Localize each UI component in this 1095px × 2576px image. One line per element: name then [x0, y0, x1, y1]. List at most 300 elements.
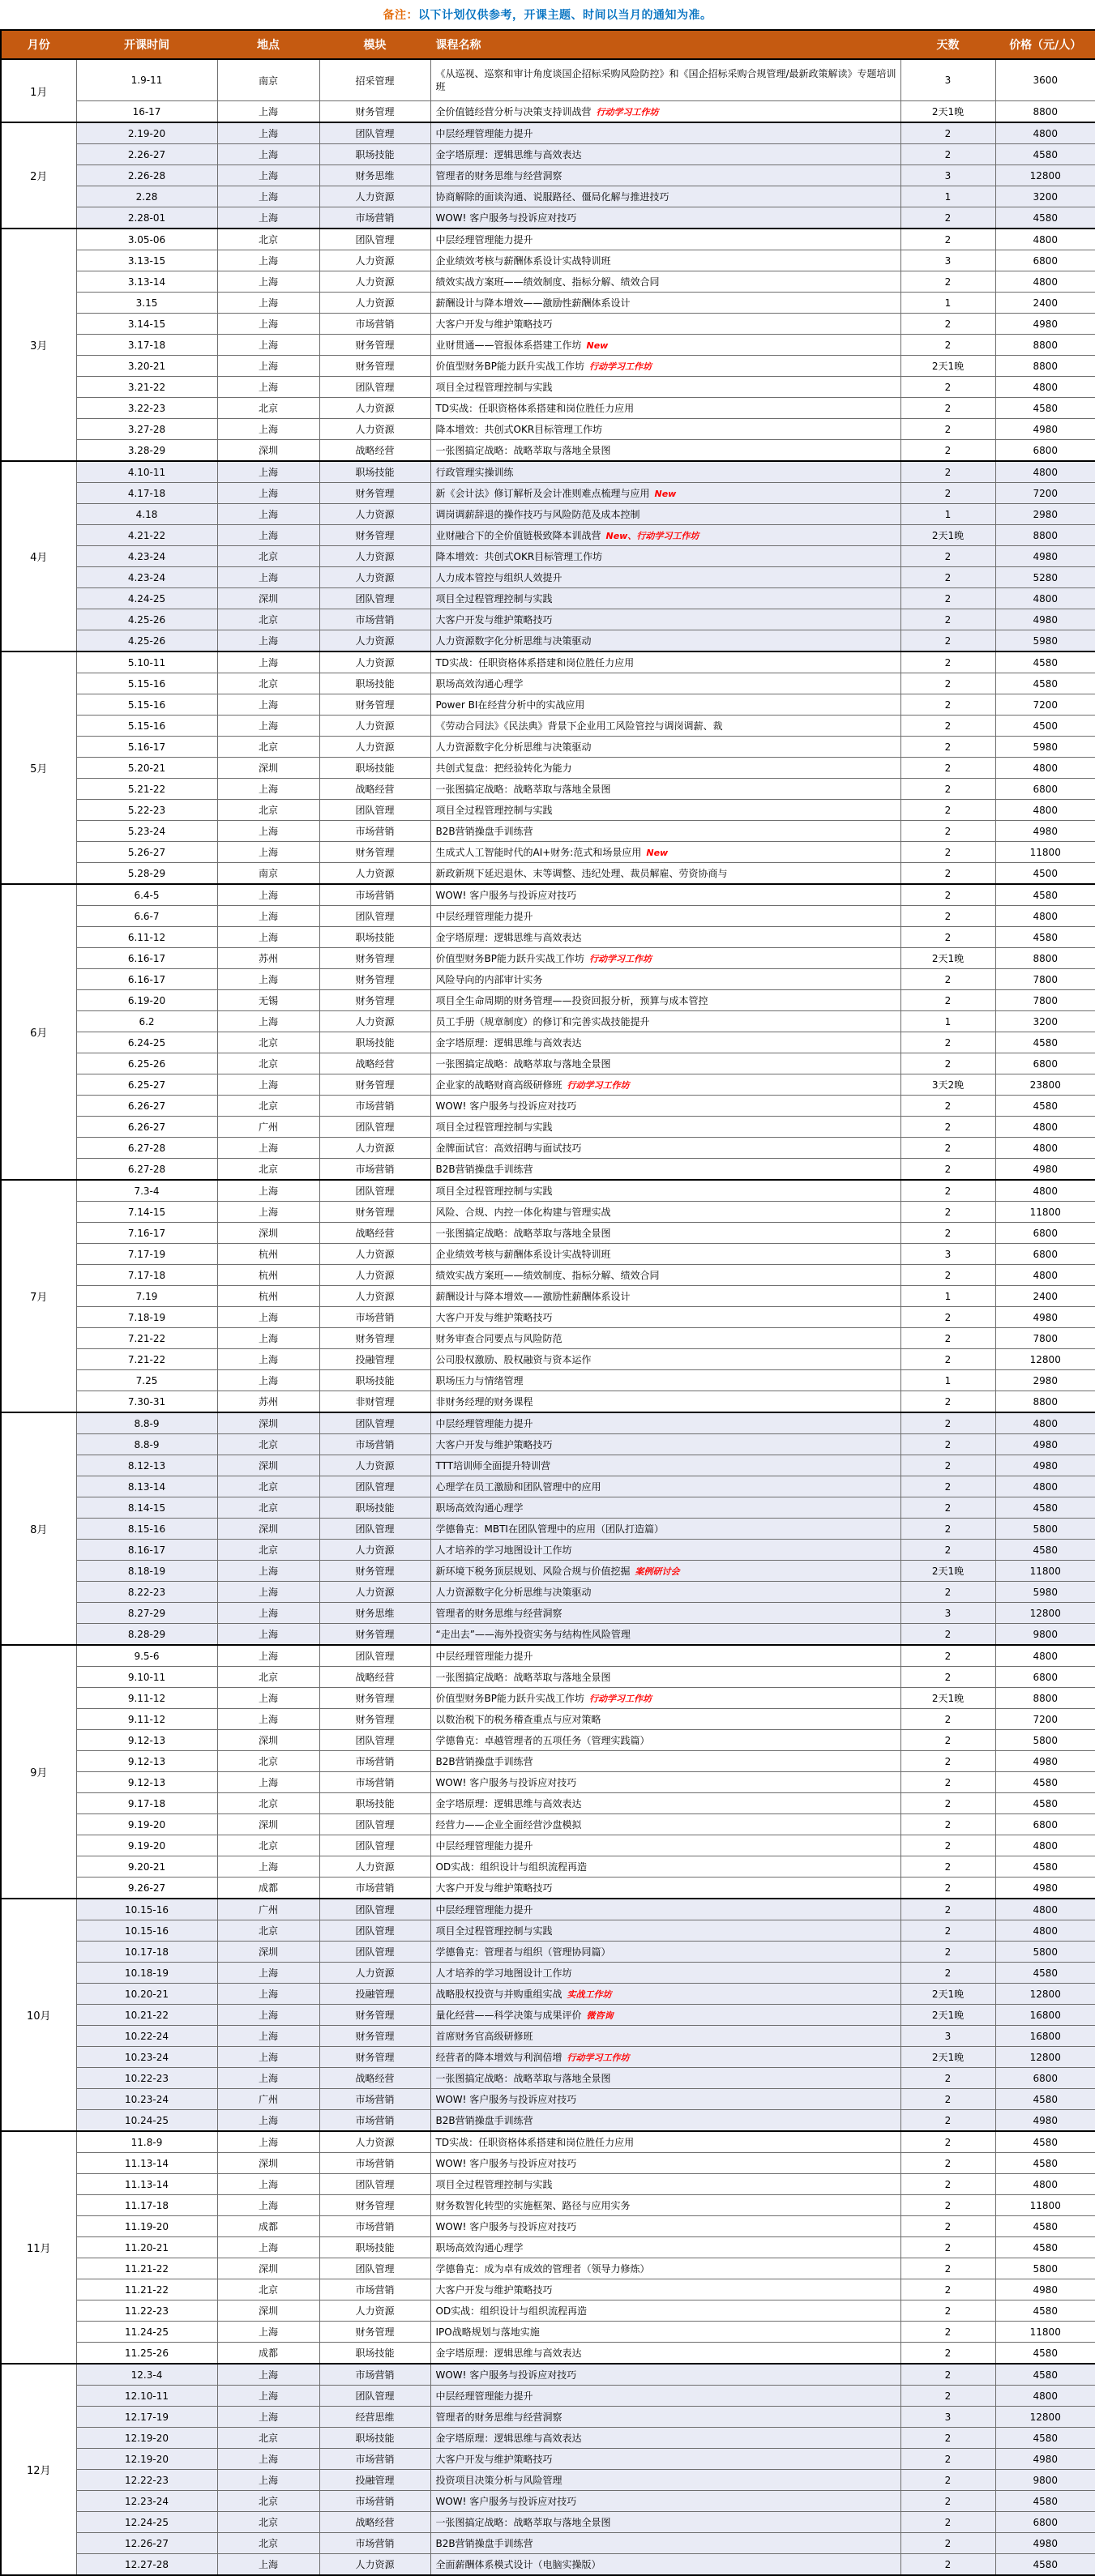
schedule-row: [1, 1412, 1095, 1434]
schedule-row: [1, 1286, 1095, 1307]
price-cell: 4500: [995, 716, 1095, 737]
course-cell: [430, 2386, 900, 2407]
month-cell: 11月: [1, 2131, 76, 2364]
course-cell: [430, 1244, 900, 1265]
course-title: 共创式复盘：把经验转化为能力: [435, 763, 572, 774]
date-cell: 11.19-20: [76, 2216, 217, 2237]
city-cell: 上海: [217, 2407, 319, 2428]
days-cell: 2: [900, 314, 995, 335]
days-cell: 2: [900, 1159, 995, 1181]
course-cell: [430, 2131, 900, 2153]
schedule-row: [1, 1391, 1095, 1413]
date-cell: 4.23-24: [76, 546, 217, 567]
course-cell: [430, 1328, 900, 1349]
city-cell: 上海: [217, 884, 319, 906]
module-cell: 团队管理: [319, 1117, 430, 1138]
days-cell: 1: [900, 504, 995, 525]
date-cell: 11.17-18: [76, 2195, 217, 2216]
course-title: 企业家的战略财商高级研修班: [435, 1079, 562, 1091]
city-cell: 上海: [217, 207, 319, 229]
days-cell: 2: [900, 2216, 995, 2237]
days-cell: 2: [900, 1328, 995, 1349]
city-cell: 上海: [217, 1561, 319, 1582]
course-cell: [430, 1497, 900, 1519]
days-cell: 3: [900, 1603, 995, 1624]
price-cell: 4580: [995, 1096, 1095, 1117]
course-annotation: 案例研讨会: [635, 1566, 680, 1577]
module-cell: 职场技能: [319, 1793, 430, 1814]
date-cell: 4.23-24: [76, 567, 217, 588]
city-cell: 北京: [217, 1920, 319, 1942]
days-cell: 2: [900, 1202, 995, 1223]
days-cell: 3: [900, 59, 995, 101]
course-title: 财务审查合同要点与风险防范: [435, 1333, 562, 1344]
city-cell: 上海: [217, 2554, 319, 2576]
module-cell: 财务管理: [319, 335, 430, 356]
price-cell: 8800: [995, 1688, 1095, 1709]
date-cell: 12.24-25: [76, 2512, 217, 2533]
course-title: TD实战：任职资格体系搭建和岗位胜任力应用: [435, 657, 635, 669]
days-cell: 2: [900, 2195, 995, 2216]
course-title: 企业绩效考核与薪酬体系设计实战特训班: [435, 1249, 611, 1260]
date-cell: 7.17-19: [76, 1244, 217, 1265]
days-cell: 2: [900, 758, 995, 779]
course-cell: [430, 356, 900, 377]
days-cell: 2: [900, 2068, 995, 2089]
course-cell: [430, 1391, 900, 1413]
price-cell: 4980: [995, 1878, 1095, 1899]
course-title: 项目全过程管理控制与实践: [435, 805, 553, 816]
module-cell: 团队管理: [319, 1519, 430, 1540]
module-cell: 市场营销: [319, 1096, 430, 1117]
date-cell: 7.3-4: [76, 1180, 217, 1202]
days-cell: 2: [900, 800, 995, 821]
course-title: WOW! 客户服务与投诉应对技巧: [435, 2158, 577, 2169]
days-cell: 2: [900, 1053, 995, 1074]
course-title: 职场压力与情绪管理: [435, 1375, 524, 1386]
course-title: B2B营销操盘手训练营: [435, 2115, 533, 2126]
schedule-row: [1, 2237, 1095, 2258]
date-cell: 3.17-18: [76, 335, 217, 356]
schedule-row: [1, 1603, 1095, 1624]
course-title: 业财贯通——管报体系搭建工作坊: [435, 340, 582, 351]
course-cell: [430, 863, 900, 885]
course-cell: [430, 1645, 900, 1667]
schedule-row: [1, 250, 1095, 271]
price-cell: 4580: [995, 1772, 1095, 1793]
course-annotation: New: [654, 489, 677, 499]
days-cell: 2: [900, 884, 995, 906]
date-cell: 9.26-27: [76, 1878, 217, 1899]
course-cell: [430, 1476, 900, 1497]
days-cell: 1: [900, 1286, 995, 1307]
city-cell: 上海: [217, 651, 319, 673]
price-cell: 4800: [995, 461, 1095, 483]
schedule-row: [1, 186, 1095, 207]
course-title: 金字塔原理：逻辑思维与高效表达: [435, 2433, 582, 2444]
price-cell: 4980: [995, 1307, 1095, 1328]
days-cell: 2: [900, 1709, 995, 1730]
days-cell: 2: [900, 969, 995, 990]
module-cell: 财务管理: [319, 2026, 430, 2047]
date-cell: 10.23-24: [76, 2089, 217, 2110]
course-cell: [430, 1709, 900, 1730]
date-cell: 7.21-22: [76, 1349, 217, 1370]
course-cell: [430, 1624, 900, 1646]
course-cell: [430, 1180, 900, 1202]
date-cell: 4.21-22: [76, 525, 217, 546]
schedule-row: [1, 1497, 1095, 1519]
schedule-row: [1, 2174, 1095, 2195]
course-title: WOW! 客户服务与投诉应对技巧: [435, 890, 577, 901]
days-cell: 2: [900, 2300, 995, 2322]
module-cell: 战略经营: [319, 440, 430, 462]
days-cell: 3: [900, 250, 995, 271]
course-cell: [430, 2300, 900, 2322]
course-title: 项目全生命周期的财务管理——投资回报分析，预算与成本管控: [435, 995, 708, 1006]
module-cell: 市场营销: [319, 1751, 430, 1772]
course-cell: [430, 186, 900, 207]
date-cell: 12.17-19: [76, 2407, 217, 2428]
module-cell: 市场营销: [319, 1434, 430, 1455]
course-cell: [430, 906, 900, 927]
module-cell: 团队管理: [319, 1920, 430, 1942]
days-cell: 2: [900, 990, 995, 1011]
module-cell: 财务管理: [319, 948, 430, 969]
header-days: 天数: [900, 30, 995, 59]
course-cell: [430, 1856, 900, 1878]
price-cell: 4980: [995, 2449, 1095, 2470]
date-cell: 5.15-16: [76, 694, 217, 716]
price-cell: 4800: [995, 1920, 1095, 1942]
course-cell: [430, 1878, 900, 1899]
schedule-row: [1, 1582, 1095, 1603]
price-cell: 6800: [995, 1244, 1095, 1265]
date-cell: 2.28: [76, 186, 217, 207]
price-cell: 4980: [995, 314, 1095, 335]
price-cell: 8800: [995, 101, 1095, 123]
city-cell: 上海: [217, 1307, 319, 1328]
course-title: OD实战：组织设计与组织流程再造: [435, 1861, 588, 1873]
days-cell: 2: [900, 1412, 995, 1434]
price-cell: 8800: [995, 1391, 1095, 1413]
course-cell: [430, 2089, 900, 2110]
course-cell: [430, 1561, 900, 1582]
city-cell: 成都: [217, 2343, 319, 2365]
schedule-row: [1, 969, 1095, 990]
schedule-row: [1, 1942, 1095, 1963]
days-cell: 2: [900, 419, 995, 440]
price-cell: 4580: [995, 651, 1095, 673]
course-cell: [430, 2512, 900, 2533]
course-cell: [430, 1667, 900, 1688]
course-cell: [430, 1138, 900, 1159]
price-cell: 4580: [995, 207, 1095, 229]
days-cell: 2: [900, 335, 995, 356]
module-cell: 财务管理: [319, 842, 430, 863]
city-cell: 上海: [217, 779, 319, 800]
city-cell: 北京: [217, 737, 319, 758]
date-cell: 12.23-24: [76, 2491, 217, 2512]
course-cell: [430, 2110, 900, 2132]
course-cell: [430, 567, 900, 588]
course-cell: [430, 2428, 900, 2449]
price-cell: 4800: [995, 229, 1095, 250]
schedule-row: [1, 1835, 1095, 1856]
days-cell: 2: [900, 821, 995, 842]
price-cell: 4580: [995, 2364, 1095, 2386]
city-cell: 上海: [217, 842, 319, 863]
schedule-row: [1, 842, 1095, 863]
days-cell: 2天1晚: [900, 101, 995, 123]
days-cell: 2: [900, 1096, 995, 1117]
days-cell: 2: [900, 1223, 995, 1244]
days-cell: 3天2晚: [900, 1074, 995, 1096]
price-cell: 4580: [995, 1032, 1095, 1053]
schedule-row: [1, 1307, 1095, 1328]
city-cell: 北京: [217, 1835, 319, 1856]
city-cell: 北京: [217, 1053, 319, 1074]
course-title: TD实战：任职资格体系搭建和岗位胜任力应用: [435, 2137, 635, 2148]
price-cell: 16800: [995, 2005, 1095, 2026]
course-title: 项目全过程管理控制与实践: [435, 2179, 553, 2190]
date-cell: 7.18-19: [76, 1307, 217, 1328]
course-cell: [430, 1349, 900, 1370]
days-cell: 3: [900, 2407, 995, 2428]
course-cell: [430, 884, 900, 906]
course-title: 中层经理管理能力提升: [435, 2390, 533, 2402]
city-cell: 上海: [217, 1984, 319, 2005]
course-cell: [430, 842, 900, 863]
course-annotation: 实战工作坊: [567, 1989, 612, 2000]
city-cell: 上海: [217, 504, 319, 525]
course-title: WOW! 客户服务与投诉应对技巧: [435, 2496, 577, 2507]
course-cell: [430, 1202, 900, 1223]
date-cell: 9.11-12: [76, 1709, 217, 1730]
schedule-row: [1, 1751, 1095, 1772]
module-cell: 市场营销: [319, 821, 430, 842]
module-cell: 市场营销: [319, 2216, 430, 2237]
schedule-row: [1, 377, 1095, 398]
module-cell: 战略经营: [319, 779, 430, 800]
course-cell: [430, 335, 900, 356]
city-cell: 北京: [217, 1032, 319, 1053]
course-cell: [430, 1688, 900, 1709]
schedule-row: [1, 1328, 1095, 1349]
course-cell: [430, 2174, 900, 2195]
days-cell: 2: [900, 2322, 995, 2343]
module-cell: 职场技能: [319, 2237, 430, 2258]
date-cell: 10.23-24: [76, 2047, 217, 2068]
price-cell: 4800: [995, 2174, 1095, 2195]
city-cell: 上海: [217, 419, 319, 440]
price-cell: 4980: [995, 821, 1095, 842]
schedule-row: [1, 927, 1095, 948]
schedule-row: [1, 609, 1095, 630]
header-price: 价格（元/人）: [995, 30, 1095, 59]
price-cell: 4580: [995, 927, 1095, 948]
price-cell: 2400: [995, 293, 1095, 314]
price-cell: 4800: [995, 906, 1095, 927]
days-cell: 2天1晚: [900, 1984, 995, 2005]
date-cell: 6.16-17: [76, 948, 217, 969]
module-cell: 财务管理: [319, 2047, 430, 2068]
course-cell: [430, 1984, 900, 2005]
module-cell: 战略经营: [319, 1223, 430, 1244]
days-cell: 2: [900, 2386, 995, 2407]
price-cell: 4580: [995, 2428, 1095, 2449]
course-cell: [430, 1942, 900, 1963]
note-banner: [0, 0, 1095, 29]
module-cell: 市场营销: [319, 2153, 430, 2174]
course-cell: [430, 1096, 900, 1117]
course-cell: [430, 1519, 900, 1540]
module-cell: 人力资源: [319, 1011, 430, 1032]
city-cell: 深圳: [217, 2258, 319, 2279]
city-cell: 上海: [217, 2195, 319, 2216]
schedule-row: [1, 271, 1095, 293]
date-cell: 9.10-11: [76, 1667, 217, 1688]
month-cell: 8月: [1, 1412, 76, 1645]
date-cell: 9.12-13: [76, 1772, 217, 1793]
course-title: 职场高效沟通心理学: [435, 2242, 524, 2253]
module-cell: 财务管理: [319, 694, 430, 716]
price-cell: 7200: [995, 1709, 1095, 1730]
days-cell: 1: [900, 1370, 995, 1391]
days-cell: 2: [900, 1878, 995, 1899]
schedule-row: [1, 694, 1095, 716]
days-cell: 2: [900, 398, 995, 419]
price-cell: 4980: [995, 1751, 1095, 1772]
city-cell: 深圳: [217, 588, 319, 609]
days-cell: 2: [900, 207, 995, 229]
days-cell: 2: [900, 1265, 995, 1286]
schedule-row: [1, 588, 1095, 609]
course-cell: [430, 1772, 900, 1793]
module-cell: 财务管理: [319, 1709, 430, 1730]
price-cell: 12800: [995, 165, 1095, 186]
course-annotation: 行动学习工作坊: [588, 1694, 652, 1704]
course-cell: [430, 2279, 900, 2300]
module-cell: 职场技能: [319, 1032, 430, 1053]
city-cell: 上海: [217, 377, 319, 398]
days-cell: 2: [900, 144, 995, 165]
city-cell: 深圳: [217, 1730, 319, 1751]
date-cell: 7.25: [76, 1370, 217, 1391]
date-cell: 4.24-25: [76, 588, 217, 609]
date-cell: 11.13-14: [76, 2153, 217, 2174]
module-cell: 市场营销: [319, 2089, 430, 2110]
schedule-row: [1, 1561, 1095, 1582]
date-cell: 8.22-23: [76, 1582, 217, 1603]
city-cell: 上海: [217, 483, 319, 504]
city-cell: 上海: [217, 821, 319, 842]
module-cell: 人力资源: [319, 2300, 430, 2322]
schedule-row: [1, 2322, 1095, 2343]
price-cell: 3200: [995, 1011, 1095, 1032]
module-cell: 团队管理: [319, 1942, 430, 1963]
course-cell: [430, 293, 900, 314]
course-cell: [430, 1053, 900, 1074]
days-cell: 2天1晚: [900, 2005, 995, 2026]
course-title: 《从巡视、巡察和审计角度谈国企招标采购风险防控》和《国企招标采购合规管理/最新政策解读》专题培训班: [435, 67, 896, 92]
course-title: 大客户开发与维护策略技巧: [435, 1312, 553, 1323]
city-cell: 上海: [217, 1582, 319, 1603]
days-cell: 2: [900, 2554, 995, 2576]
price-cell: 4580: [995, 2216, 1095, 2237]
module-cell: 人力资源: [319, 1963, 430, 1984]
days-cell: 2: [900, 1920, 995, 1942]
days-cell: 2: [900, 2110, 995, 2132]
course-title: 全面薪酬体系模式设计（电脑实操版）: [435, 2559, 601, 2570]
course-schedule-table: [0, 29, 1095, 2576]
course-title: 战略股权投资与并购重组实战: [435, 1989, 562, 2000]
city-cell: 深圳: [217, 1223, 319, 1244]
date-cell: 9.20-21: [76, 1856, 217, 1878]
price-cell: 4580: [995, 1856, 1095, 1878]
city-cell: 北京: [217, 1434, 319, 1455]
schedule-row: [1, 737, 1095, 758]
course-cell: [430, 377, 900, 398]
city-cell: 上海: [217, 1645, 319, 1667]
course-title: 新环境下税务顶层规划、风险合规与价值挖掘: [435, 1566, 631, 1577]
module-cell: 人力资源: [319, 293, 430, 314]
city-cell: 北京: [217, 1159, 319, 1181]
schedule-row: [1, 2407, 1095, 2428]
schedule-row: [1, 2195, 1095, 2216]
price-cell: 4980: [995, 2279, 1095, 2300]
city-cell: 上海: [217, 1202, 319, 1223]
date-cell: 6.26-27: [76, 1117, 217, 1138]
days-cell: 2: [900, 630, 995, 652]
days-cell: 2天1晚: [900, 525, 995, 546]
course-cell: [430, 651, 900, 673]
schedule-row: [1, 165, 1095, 186]
date-cell: 7.16-17: [76, 1223, 217, 1244]
days-cell: 2: [900, 377, 995, 398]
schedule-row: [1, 779, 1095, 800]
price-cell: 4580: [995, 1497, 1095, 1519]
price-cell: 4580: [995, 2131, 1095, 2153]
course-cell: [430, 673, 900, 694]
module-cell: 人力资源: [319, 271, 430, 293]
module-cell: 市场营销: [319, 2364, 430, 2386]
price-cell: 4800: [995, 758, 1095, 779]
module-cell: 人力资源: [319, 1582, 430, 1603]
price-cell: 2980: [995, 504, 1095, 525]
course-cell: [430, 2005, 900, 2026]
city-cell: 上海: [217, 1963, 319, 1984]
city-cell: 北京: [217, 1540, 319, 1561]
course-cell: [430, 588, 900, 609]
city-cell: 苏州: [217, 948, 319, 969]
course-title: WOW! 客户服务与投诉应对技巧: [435, 1777, 577, 1788]
city-cell: 北京: [217, 546, 319, 567]
course-cell: [430, 1223, 900, 1244]
course-title: 大客户开发与维护策略技巧: [435, 614, 553, 626]
month-cell: 7月: [1, 1180, 76, 1412]
schedule-row: [1, 1159, 1095, 1181]
module-cell: 职场技能: [319, 758, 430, 779]
price-cell: 4980: [995, 609, 1095, 630]
course-cell: [430, 229, 900, 250]
price-cell: 5800: [995, 1519, 1095, 1540]
price-cell: 2400: [995, 1286, 1095, 1307]
course-title: 金字塔原理：逻辑思维与高效表达: [435, 1798, 582, 1809]
date-cell: 11.13-14: [76, 2174, 217, 2195]
module-cell: 市场营销: [319, 2449, 430, 2470]
days-cell: 2: [900, 609, 995, 630]
